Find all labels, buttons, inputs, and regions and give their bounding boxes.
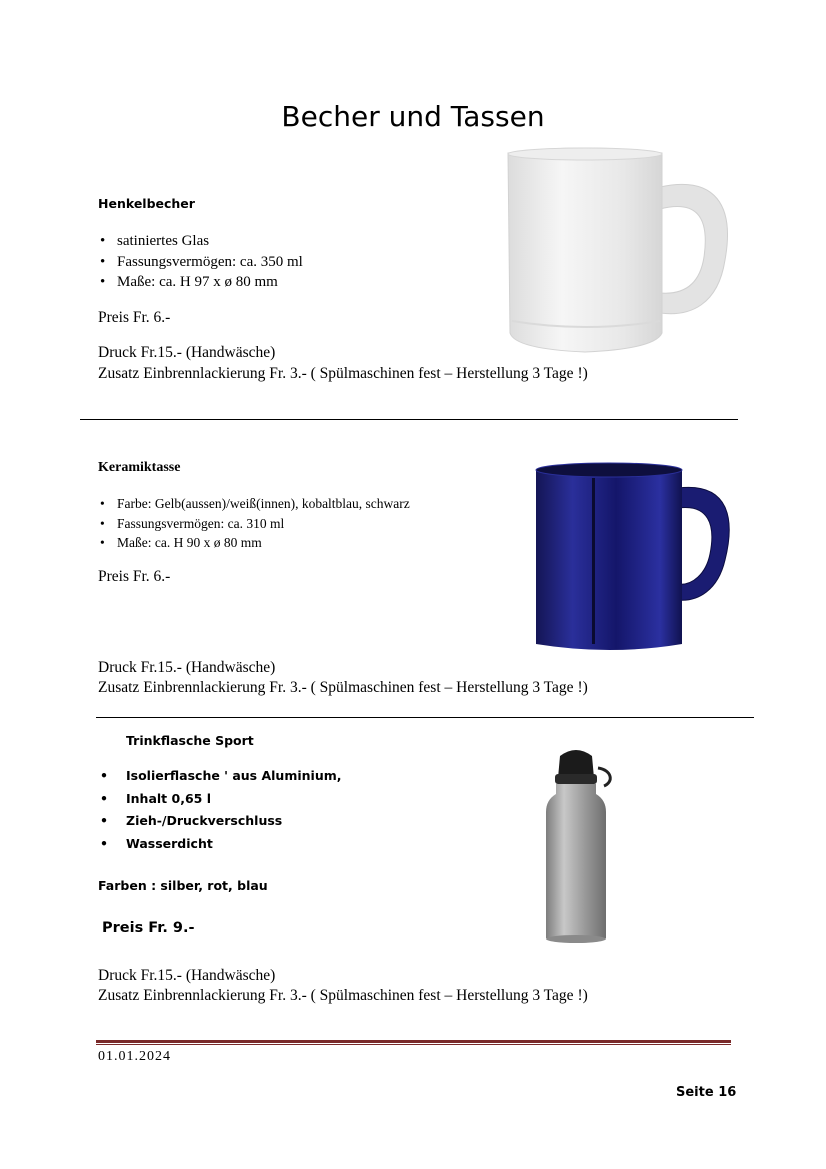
product-name: Henkelbecher bbox=[98, 196, 195, 211]
product-name: Trinkflasche Sport bbox=[126, 733, 254, 748]
list-item: • Farbe: Gelb(aussen)/weiß(innen), kobaltblau, schwarz bbox=[98, 494, 410, 514]
price: Preis Fr. 9.- bbox=[102, 920, 195, 936]
section-divider bbox=[96, 717, 754, 718]
extra-price: Zusatz Einbrennlackierung Fr. 3.- ( Spülmaschinen fest – Herstellung 3 Tage !) bbox=[98, 987, 588, 1004]
list-item: • Fassungsvermögen: ca. 350 ml bbox=[98, 252, 303, 273]
list-item: • Inhalt 0,65 l bbox=[98, 788, 342, 811]
print-price: Druck Fr.15.- (Handwäsche) bbox=[98, 659, 276, 676]
footer-date: 01.01.2024 bbox=[98, 1049, 171, 1064]
feature-list bbox=[98, 765, 342, 855]
glass-mug-image bbox=[500, 145, 730, 357]
extra-price: Zusatz Einbrennlackierung Fr. 3.- ( Spülmaschinen fest – Herstellung 3 Tage !) bbox=[98, 365, 588, 382]
print-price: Druck Fr.15.- (Handwäsche) bbox=[98, 344, 276, 361]
list-item: • Maße: ca. H 97 x ø 80 mm bbox=[98, 272, 303, 293]
list-item: • Isolierflasche ' aus Aluminium, bbox=[98, 765, 342, 788]
print-price: Druck Fr.15.- (Handwäsche) bbox=[98, 967, 276, 984]
list-item: • Zieh-/Druckverschluss bbox=[98, 810, 342, 833]
feature-list bbox=[98, 231, 303, 293]
list-item: • Wasserdicht bbox=[98, 833, 342, 856]
extra-price: Zusatz Einbrennlackierung Fr. 3.- ( Spülmaschinen fest – Herstellung 3 Tage !) bbox=[98, 679, 588, 696]
list-item: • satiniertes Glas bbox=[98, 231, 303, 252]
section-divider bbox=[80, 419, 738, 420]
bottle-image bbox=[540, 742, 620, 950]
page-number: Seite 16 bbox=[676, 1085, 737, 1100]
product-name: Keramiktasse bbox=[98, 460, 181, 475]
list-item: • Fassungsvermögen: ca. 310 ml bbox=[98, 514, 410, 534]
footer-rule bbox=[96, 1040, 731, 1043]
colors-text: Farben : silber, rot, blau bbox=[98, 878, 268, 893]
footer-rule-thin bbox=[96, 1044, 731, 1045]
feature-list bbox=[98, 494, 410, 553]
list-item: • Maße: ca. H 90 x ø 80 mm bbox=[98, 533, 410, 553]
price: Preis Fr. 6.- bbox=[98, 568, 171, 585]
page-title: Becher und Tassen bbox=[281, 100, 545, 133]
ceramic-mug-image bbox=[530, 460, 730, 656]
price: Preis Fr. 6.- bbox=[98, 309, 171, 326]
